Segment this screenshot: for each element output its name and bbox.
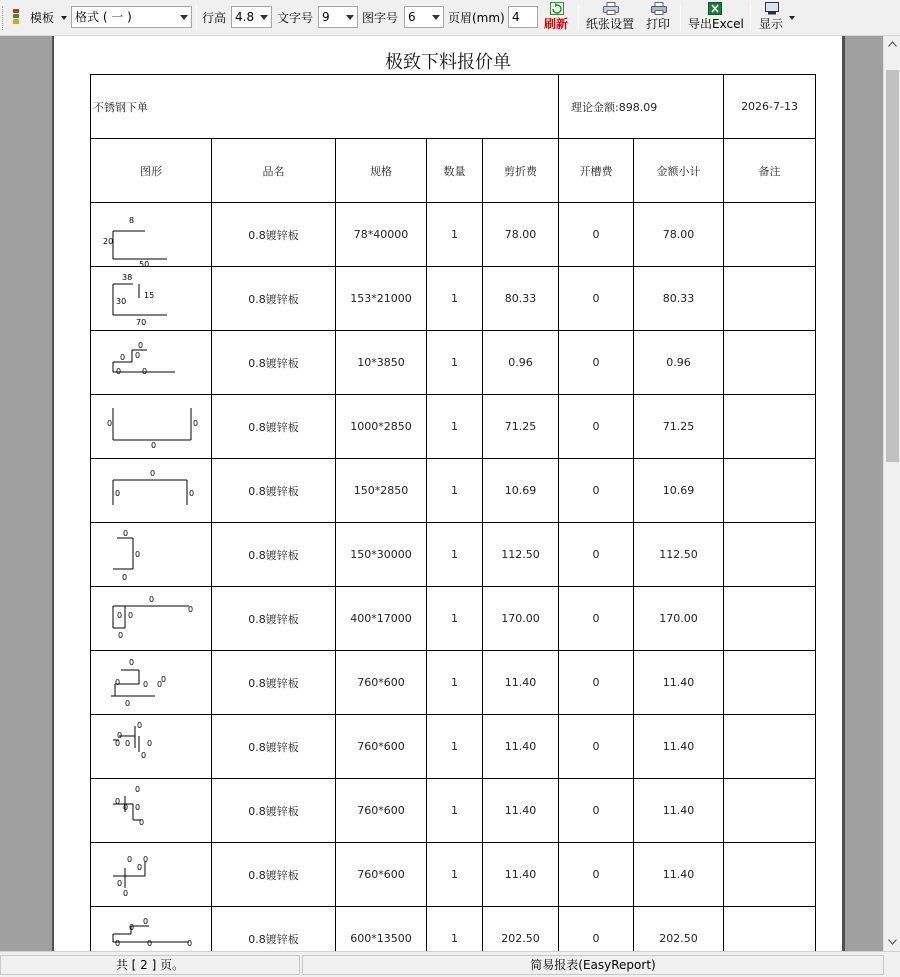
- shape-cell: [91, 587, 212, 651]
- note-cell: [724, 203, 816, 267]
- groove-fee-cell: 0: [559, 651, 634, 715]
- theory-amount-value: 898.09: [618, 100, 658, 114]
- column-header: 金额小计: [634, 139, 724, 203]
- fold-fee-cell: 11.40: [483, 779, 559, 843]
- scroll-down-button[interactable]: [884, 934, 900, 951]
- note-cell: [724, 907, 816, 952]
- shape-dimension-label: 0: [107, 418, 113, 428]
- spec-cell: 150*2850: [336, 459, 427, 523]
- spec-cell: 10*3850: [336, 331, 427, 395]
- page-shadow: [842, 36, 845, 951]
- shape-dimension-label: 0: [135, 802, 141, 812]
- product-name-cell: 0.8镀锌板: [212, 715, 336, 779]
- shape-dimension-label: 0: [139, 817, 145, 827]
- product-name-cell: 0.8镀锌板: [212, 907, 336, 952]
- table-row: [91, 395, 816, 459]
- shape-dimension-label: 0: [147, 938, 153, 948]
- note-cell: [724, 459, 816, 523]
- quantity-cell: 1: [427, 651, 483, 715]
- shape-dimension-label: 0: [116, 366, 122, 376]
- quantity-cell: 1: [427, 907, 483, 952]
- groove-fee-cell: 0: [559, 203, 634, 267]
- bend-shape-diagram: [95, 844, 207, 906]
- shape-dimension-label: 0: [123, 802, 129, 812]
- shape-dimension-label: 0: [129, 922, 135, 932]
- column-header: 数量: [427, 139, 483, 203]
- column-header: 备注: [724, 139, 816, 203]
- shape-dimension-label: 70: [136, 317, 147, 327]
- quantity-cell: 1: [427, 715, 483, 779]
- product-name-cell: 0.8镀锌板: [212, 779, 336, 843]
- refresh-button[interactable]: [541, 2, 573, 34]
- printer-icon: [651, 2, 667, 15]
- shape-dimension-label: 0: [117, 730, 123, 740]
- chevron-down-icon: [789, 16, 795, 20]
- export-excel-label: 导出Excel: [688, 17, 744, 31]
- shape-dimension-label: 0: [115, 796, 121, 806]
- shape-dimension-label: 0: [125, 738, 131, 748]
- format-select[interactable]: [71, 6, 192, 28]
- fold-fee-cell: 112.50: [483, 523, 559, 587]
- toolbar-separator: [680, 5, 681, 31]
- row-height-select[interactable]: [231, 6, 272, 28]
- shape-font-label: 图字号: [362, 11, 399, 25]
- fold-fee-cell: 11.40: [483, 651, 559, 715]
- toolbar-grip: [2, 6, 5, 30]
- fold-fee-cell: 11.40: [483, 843, 559, 907]
- bend-shape-diagram: [95, 524, 207, 586]
- shape-dimension-label: 0: [189, 488, 195, 498]
- spec-cell: 1000*2850: [336, 395, 427, 459]
- spec-cell: 400*17000: [336, 587, 427, 651]
- shape-dimension-label: 0: [122, 572, 128, 582]
- excel-icon: [708, 2, 722, 15]
- subtotal-cell: 80.33: [634, 267, 724, 331]
- groove-fee-cell: 0: [559, 843, 634, 907]
- quantity-cell: 1: [427, 331, 483, 395]
- shape-dimension-label: 0: [150, 468, 156, 478]
- shape-dimension-label: 0: [138, 340, 144, 350]
- shape-dimension-label: 0: [115, 938, 121, 948]
- product-name-cell: 0.8镀锌板: [212, 395, 336, 459]
- spec-cell: 600*13500: [336, 907, 427, 952]
- table-row: [91, 907, 816, 952]
- shape-cell: [91, 715, 212, 779]
- chevron-down-icon: [346, 15, 354, 20]
- shape-dimension-label: 0: [125, 698, 131, 708]
- shape-cell: [91, 651, 212, 715]
- export-excel-button[interactable]: [686, 2, 744, 34]
- note-cell: [724, 267, 816, 331]
- groove-fee-cell: 0: [559, 267, 634, 331]
- subtotal-cell: 71.25: [634, 395, 724, 459]
- shape-cell: [91, 203, 212, 267]
- subtotal-cell: 202.50: [634, 907, 724, 952]
- table-row: [91, 523, 816, 587]
- shape-dimension-label: 0: [115, 488, 121, 498]
- groove-fee-cell: 0: [559, 459, 634, 523]
- shape-cell: [91, 779, 212, 843]
- refresh-label: 刷新: [544, 17, 569, 31]
- shape-cell: [91, 907, 212, 952]
- report-page: [54, 36, 842, 951]
- shape-dimension-label: 0: [123, 888, 129, 898]
- subtotal-cell: 112.50: [634, 523, 724, 587]
- shape-font-select[interactable]: [404, 6, 444, 28]
- header-margin-label: 页眉(mm): [448, 11, 505, 25]
- fold-fee-cell: 71.25: [483, 395, 559, 459]
- shape-dimension-label: 0: [135, 784, 141, 794]
- shape-cell: [91, 331, 212, 395]
- chevron-down-icon: [260, 15, 268, 20]
- shape-cell: [91, 523, 212, 587]
- note-cell: [724, 523, 816, 587]
- product-name-cell: 0.8镀锌板: [212, 459, 336, 523]
- bend-shape-diagram: [95, 908, 207, 952]
- shape-dimension-label: 38: [122, 272, 133, 282]
- info-row: [91, 75, 816, 139]
- shape-dimension-label: 0: [187, 938, 193, 948]
- quantity-cell: 1: [427, 843, 483, 907]
- page-count-status: 共 [ 2 ] 页。: [0, 955, 300, 975]
- shape-dimension-label: 0: [129, 657, 135, 667]
- quantity-cell: 1: [427, 203, 483, 267]
- shape-cell: [91, 843, 212, 907]
- table-row: [91, 331, 816, 395]
- report-date: 2026-7-13: [724, 75, 816, 139]
- groove-fee-cell: 0: [559, 907, 634, 952]
- shape-dimension-label: 0: [143, 916, 149, 926]
- toolbar: [0, 0, 900, 36]
- quantity-cell: 1: [427, 779, 483, 843]
- shape-dimension-label: 0: [117, 610, 123, 620]
- product-name-cell: 0.8镀锌板: [212, 203, 336, 267]
- chevron-down-icon: [61, 16, 67, 20]
- chevron-down-icon: [888, 939, 897, 945]
- order-subtitle: 不锈钢下单: [91, 75, 559, 139]
- column-header: 规格: [336, 139, 427, 203]
- spec-cell: 760*600: [336, 715, 427, 779]
- shape-dimension-label: 0: [141, 750, 147, 760]
- display-label: 显示: [759, 17, 784, 31]
- toolbar-separator: [196, 5, 197, 31]
- spec-cell: 78*40000: [336, 203, 427, 267]
- shape-dimension-label: 0: [147, 738, 153, 748]
- print-label: 打印: [646, 17, 671, 31]
- print-button[interactable]: [643, 2, 675, 34]
- note-cell: [724, 779, 816, 843]
- quantity-cell: 1: [427, 523, 483, 587]
- theory-amount-cell: [559, 75, 724, 139]
- shape-dimension-label: 0: [137, 720, 143, 730]
- shape-dimension-label: 0: [115, 738, 121, 748]
- quantity-cell: 1: [427, 267, 483, 331]
- shape-cell: [91, 395, 212, 459]
- scroll-up-button[interactable]: [884, 36, 900, 53]
- rows-body: [91, 203, 816, 952]
- shape-dimension-label: 30: [116, 296, 127, 306]
- shape-dimension-label: 0: [161, 674, 167, 684]
- table-row: [91, 843, 816, 907]
- subtotal-cell: 11.40: [634, 779, 724, 843]
- shape-dimension-label: 0: [193, 418, 199, 428]
- row-height-value: 4.8: [235, 10, 255, 24]
- table-row: [91, 267, 816, 331]
- shape-cell: [91, 267, 212, 331]
- fold-fee-cell: 11.40: [483, 715, 559, 779]
- shape-dimension-label: 0: [127, 854, 133, 864]
- shape-dimension-label: 0: [123, 528, 129, 538]
- subtotal-cell: 11.40: [634, 843, 724, 907]
- groove-fee-cell: 0: [559, 587, 634, 651]
- quantity-cell: 1: [427, 459, 483, 523]
- product-name-cell: 0.8镀锌板: [212, 267, 336, 331]
- format-select-value: 格式 ( 一 ): [75, 10, 132, 24]
- column-header: 图形: [91, 139, 212, 203]
- row-height-label: 行高: [202, 11, 227, 25]
- shape-dimension-label: 50: [139, 259, 150, 266]
- groove-fee-cell: 0: [559, 395, 634, 459]
- shape-cell: [91, 459, 212, 523]
- bend-shape-diagram: [95, 780, 207, 842]
- shape-dimension-label: 0: [157, 679, 163, 689]
- subtotal-cell: 11.40: [634, 715, 724, 779]
- groove-fee-cell: 0: [559, 779, 634, 843]
- fold-fee-cell: 170.00: [483, 587, 559, 651]
- quote-table: [90, 74, 816, 951]
- shape-dimension-label: 0: [143, 854, 149, 864]
- table-row: [91, 459, 816, 523]
- shape-dimension-label: 0: [135, 350, 141, 360]
- shape-dimension-label: 0: [120, 352, 126, 362]
- note-cell: [724, 587, 816, 651]
- note-cell: [724, 331, 816, 395]
- groove-fee-cell: 0: [559, 715, 634, 779]
- shape-font-value: 6: [408, 10, 416, 24]
- column-header: 品名: [212, 139, 336, 203]
- product-name-cell: 0.8镀锌板: [212, 523, 336, 587]
- quantity-cell: 1: [427, 587, 483, 651]
- table-row: [91, 779, 816, 843]
- template-button[interactable]: [10, 6, 68, 30]
- report-viewport[interactable]: [0, 36, 883, 951]
- product-name-cell: 0.8镀锌板: [212, 587, 336, 651]
- shape-dimension-label: 0: [188, 604, 194, 614]
- product-name-cell: 0.8镀锌板: [212, 843, 336, 907]
- shape-dimension-label: 15: [144, 290, 155, 300]
- chevron-up-icon: [888, 41, 897, 47]
- bend-shape-diagram: [95, 460, 207, 522]
- spec-cell: 760*600: [336, 779, 427, 843]
- product-name-cell: 0.8镀锌板: [212, 331, 336, 395]
- shape-dimension-label: 0: [143, 679, 149, 689]
- note-cell: [724, 651, 816, 715]
- app-name-status: 简易报表(EasyReport): [302, 955, 884, 975]
- spec-cell: 153*21000: [336, 267, 427, 331]
- scroll-thumb[interactable]: [886, 70, 899, 462]
- paper-settings-button[interactable]: [584, 2, 638, 34]
- shape-dimension-label: 0: [142, 366, 148, 376]
- bend-shape-diagram: [95, 396, 207, 458]
- fold-fee-cell: 78.00: [483, 203, 559, 267]
- paper-settings-label: 纸张设置: [586, 17, 635, 31]
- shape-dimension-label: 0: [117, 878, 123, 888]
- shape-dimension-label: 0: [128, 610, 134, 620]
- spec-cell: 150*30000: [336, 523, 427, 587]
- spec-cell: 760*600: [336, 651, 427, 715]
- shape-dimension-label: 0: [115, 677, 121, 687]
- font-size-label: 文字号: [277, 11, 314, 25]
- spec-cell: 760*600: [336, 843, 427, 907]
- note-cell: [724, 843, 816, 907]
- font-size-value: 9: [322, 10, 330, 24]
- header-row: [91, 139, 816, 203]
- note-cell: [724, 715, 816, 779]
- subtotal-cell: 11.40: [634, 651, 724, 715]
- shape-dimension-label: 0: [151, 440, 157, 450]
- table-row: [91, 203, 816, 267]
- note-cell: [724, 395, 816, 459]
- fold-fee-cell: 80.33: [483, 267, 559, 331]
- subtotal-cell: 10.69: [634, 459, 724, 523]
- toolbar-separator: [578, 5, 579, 31]
- monitor-icon: [765, 2, 779, 15]
- column-header: 开槽费: [559, 139, 634, 203]
- subtotal-cell: 0.96: [634, 331, 724, 395]
- shape-dimension-label: 0: [118, 630, 124, 640]
- vertical-scrollbar[interactable]: [883, 36, 900, 951]
- bend-shape-diagram: [95, 268, 207, 330]
- bend-shape-diagram: [95, 588, 207, 650]
- shape-dimension-label: 0: [135, 549, 141, 559]
- column-header: 剪折费: [483, 139, 559, 203]
- shape-dimension-label: 8: [129, 215, 135, 225]
- shape-dimension-label: 0: [137, 862, 143, 872]
- subtotal-cell: 78.00: [634, 203, 724, 267]
- quantity-cell: 1: [427, 395, 483, 459]
- bend-shape-diagram: [95, 652, 207, 714]
- bend-shape-diagram: [95, 332, 207, 394]
- template-icon: [11, 9, 21, 25]
- refresh-icon: [550, 2, 564, 15]
- bend-shape-diagram: [95, 716, 207, 778]
- subtotal-cell: 170.00: [634, 587, 724, 651]
- report-title: 极致下料报价单: [385, 52, 511, 73]
- bend-shape-diagram: [95, 204, 207, 266]
- groove-fee-cell: 0: [559, 331, 634, 395]
- shape-dimension-label: 0: [149, 594, 155, 604]
- font-size-select[interactable]: [318, 6, 358, 28]
- shape-dimension-label: 20: [103, 236, 114, 246]
- chevron-down-icon: [180, 15, 188, 20]
- theory-amount-label: 理论金额:: [571, 100, 619, 114]
- header-margin-input[interactable]: [508, 6, 538, 28]
- fold-fee-cell: 202.50: [483, 907, 559, 952]
- groove-fee-cell: 0: [559, 523, 634, 587]
- fold-fee-cell: 0.96: [483, 331, 559, 395]
- header-margin-value: 4: [512, 10, 520, 24]
- table-row: [91, 715, 816, 779]
- printer-settings-icon: [603, 2, 619, 15]
- table-row: [91, 651, 816, 715]
- product-name-cell: 0.8镀锌板: [212, 651, 336, 715]
- display-button[interactable]: [756, 2, 800, 34]
- table-row: [91, 587, 816, 651]
- chevron-down-icon: [432, 15, 440, 20]
- fold-fee-cell: 10.69: [483, 459, 559, 523]
- toolbar-separator: [750, 5, 751, 31]
- status-bar: [0, 951, 900, 977]
- template-label: 模板: [30, 11, 55, 25]
